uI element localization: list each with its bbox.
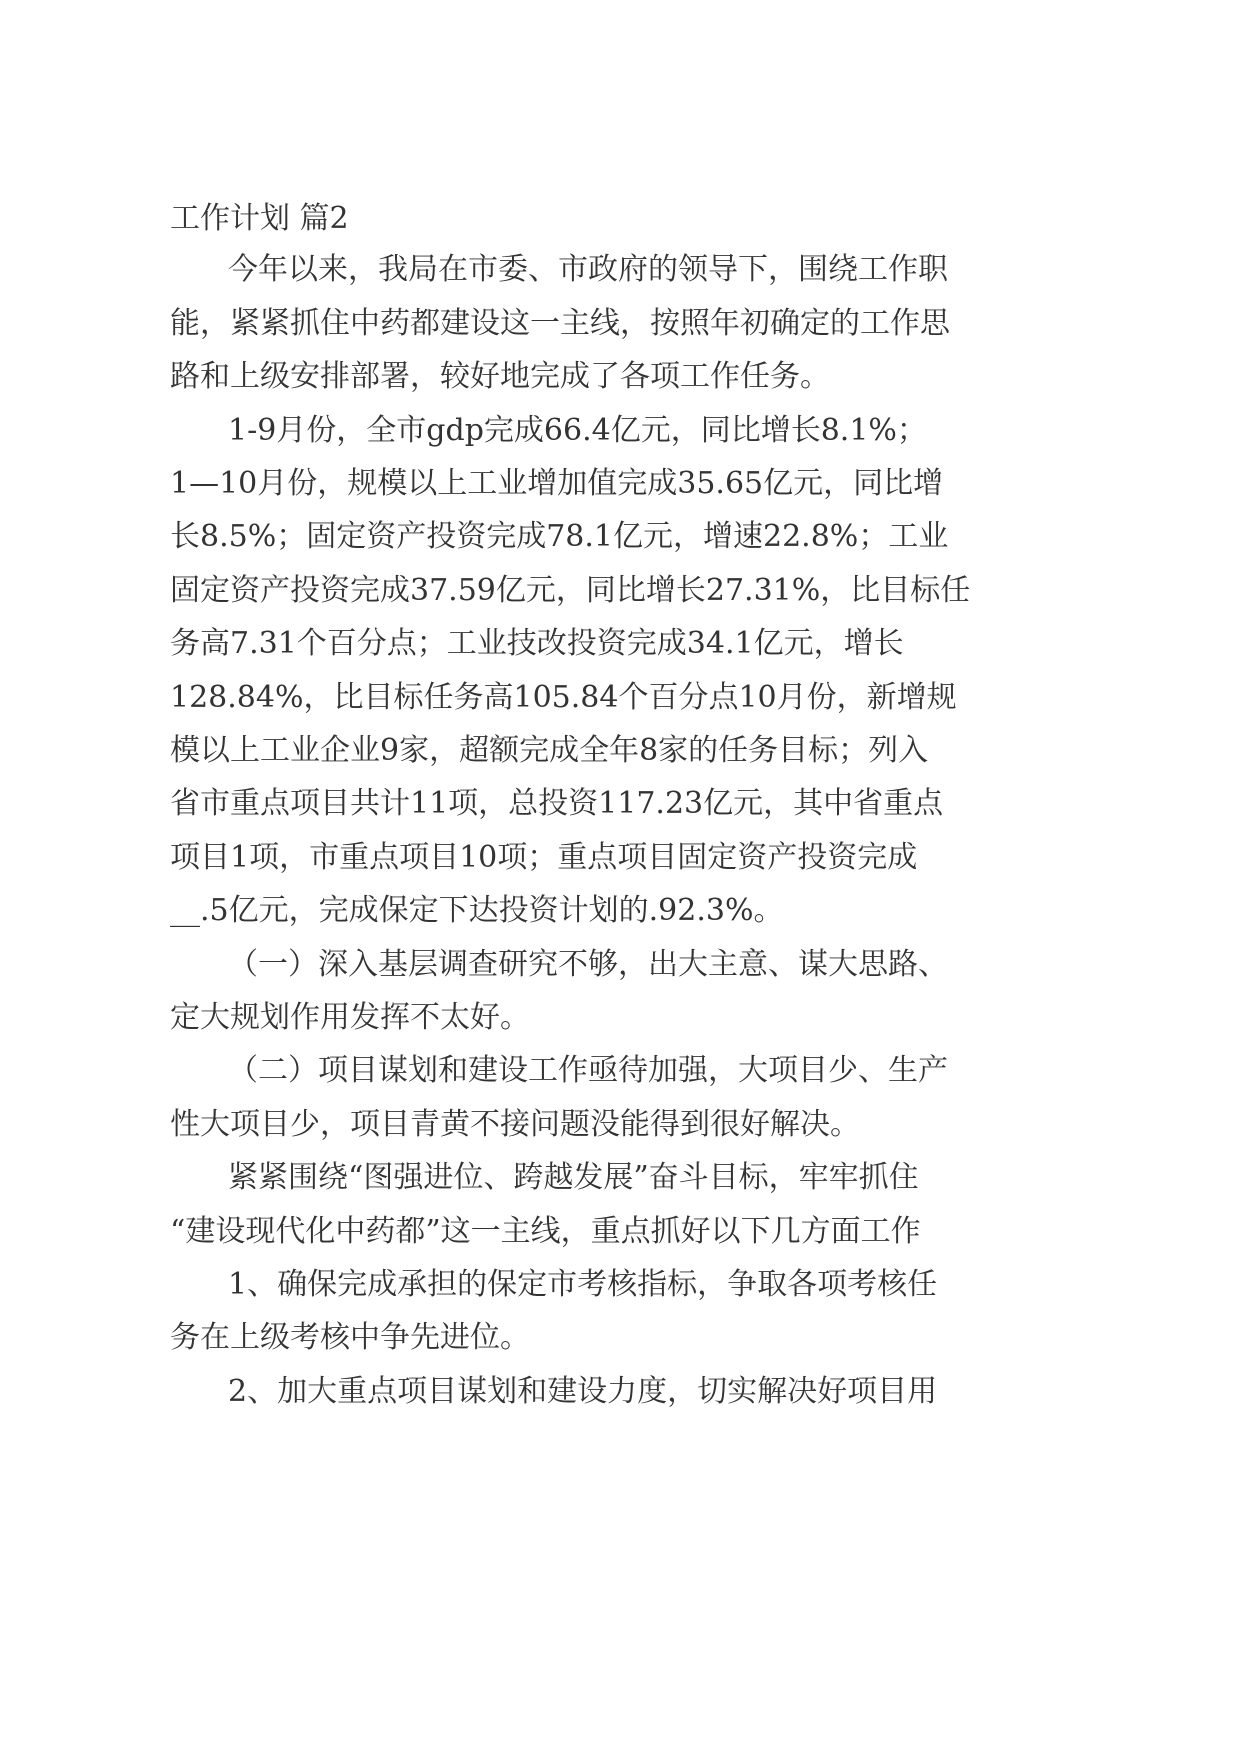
paragraph-line: 定大规划作用发挥不太好。 (170, 1000, 530, 1035)
paragraph-line: 长8.5%；固定资产投资完成78.1亿元，增速22.8%；工业 (170, 519, 949, 554)
paragraph-line: 省市重点项目共计11项，总投资117.23亿元，其中省重点 (170, 786, 944, 821)
paragraph-line: （一）深入基层调查研究不够，出大主意、谋大思路、 (228, 947, 948, 982)
paragraph-line: 紧紧围绕“图强进位、跨越发展”奋斗目标，牢牢抓住 (228, 1160, 919, 1195)
paragraph-line: 1、确保完成承担的保定市考核指标，争取各项考核任 (228, 1267, 938, 1302)
paragraph-line: 1-9月份，全市gdp完成66.4亿元，同比增长8.1%； (228, 413, 927, 448)
paragraph-line: （二）项目谋划和建设工作亟待加强，大项目少、生产 (228, 1053, 948, 1088)
paragraph-line: 性大项目少，项目青黄不接问题没能得到很好解决。 (170, 1107, 860, 1142)
paragraph-line: 务高7.31个百分点；工业技改投资完成34.1亿元，增长 (170, 626, 904, 661)
paragraph-line: 能，紧紧抓住中药都建设这一主线，按照年初确定的工作思 (170, 306, 950, 341)
paragraph-line: 路和上级安排部署，较好地完成了各项工作任务。 (170, 359, 830, 394)
document-heading: 工作计划 篇2 (170, 201, 349, 236)
paragraph-line: 项目1项，市重点项目10项；重点项目固定资产投资完成 (170, 840, 918, 875)
paragraph-line: 128.84%，比目标任务高105.84个百分点10月份，新增规 (170, 680, 957, 715)
paragraph-line: 固定资产投资完成37.59亿元，同比增长27.31%，比目标任 (170, 573, 971, 608)
paragraph-line: 2、加大重点项目谋划和建设力度，切实解决好项目用 (228, 1374, 938, 1409)
paragraph-line: 模以上工业企业9家，超额完成全年8家的任务目标；列入 (170, 733, 929, 768)
paragraph-line: “建设现代化中药都”这一主线，重点抓好以下几方面工作 (170, 1214, 921, 1249)
paragraph-line: 1—10月份，规模以上工业增加值完成35.65亿元，同比增 (170, 466, 944, 501)
paragraph-line: 今年以来，我局在市委、市政府的领导下，围绕工作职 (228, 252, 948, 287)
paragraph-line: 务在上级考核中争先进位。 (170, 1320, 530, 1355)
paragraph-line: __.5亿元，完成保定下达投资计划的.92.3%。 (170, 893, 784, 928)
